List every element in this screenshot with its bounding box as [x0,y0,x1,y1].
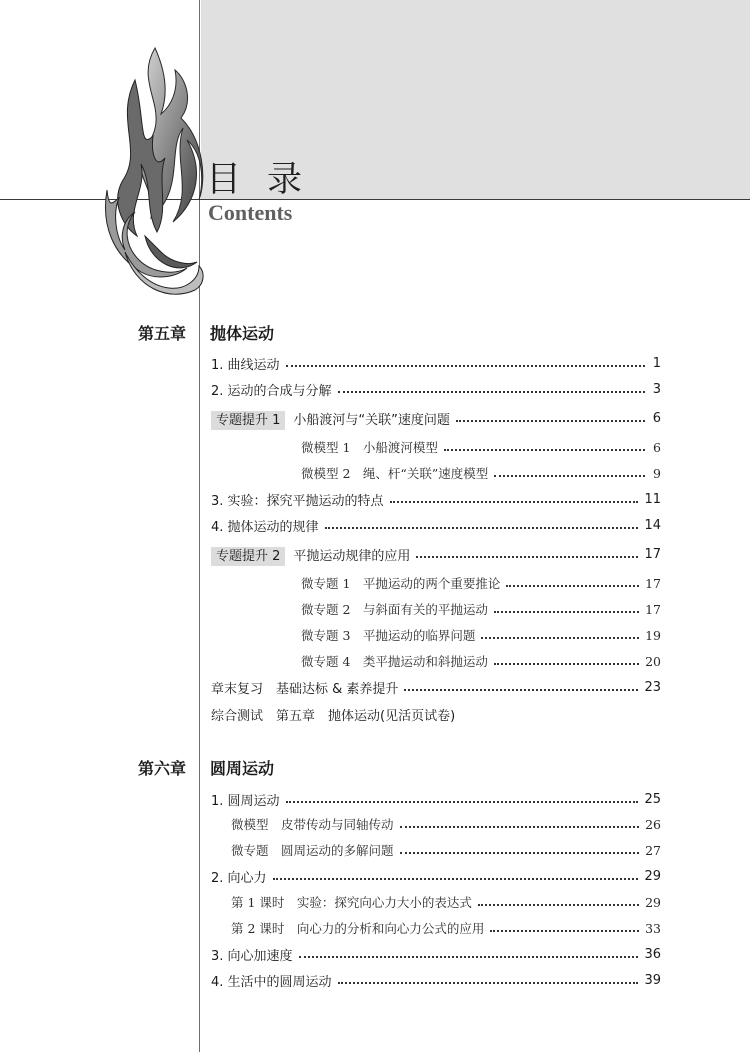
toc-page-number: 23 [644,679,661,695]
toc-entry-text: 3. 实验：探究平抛运动的特点 [211,493,384,509]
leader-dots [286,801,639,803]
toc-subentry[interactable] [301,463,661,483]
chapter-label: 第五章 [138,324,187,343]
leader-dots [338,391,645,393]
toc-entry-text: 1. 曲线运动 [211,357,280,373]
toc-subentry[interactable] [301,437,661,457]
leader-dots [494,611,639,613]
leader-dots [400,826,640,828]
toc-entry[interactable] [211,970,661,990]
toc-page-number: 20 [645,653,661,669]
toc-page-number: 29 [644,868,661,884]
leader-dots [481,637,639,639]
toc-entry[interactable] [211,353,661,373]
toc-page-number: 17 [645,575,661,591]
leader-dots [404,689,638,691]
leader-dots [325,527,639,529]
toc-subentry[interactable] [301,573,661,593]
toc-entry-text: 微专题 2 与斜面有关的平抛运动 [301,602,488,617]
leader-dots [338,982,639,984]
toc-entry-text: 1. 圆周运动 [211,793,280,809]
toc-subentry[interactable] [301,625,661,645]
toc-page-number: 36 [644,946,661,962]
toc-entry-text: 平抛运动规律的应用 [293,548,411,564]
toc-entry[interactable] [211,489,661,509]
leader-dots [456,420,645,422]
toc-entry-text: 第 1 课时 实验：探究向心力大小的表达式 [231,895,472,910]
toc-entry[interactable] [211,379,661,399]
leader-dots [416,556,638,558]
leader-dots [400,852,640,854]
toc-page-number: 14 [644,517,661,533]
toc-page-number: 26 [645,816,661,832]
toc-entry[interactable] [211,866,661,886]
leader-dots [273,878,639,880]
toc-entry-text: 4. 生活中的圆周运动 [211,974,332,990]
toc-entry-text: 微专题 4 类平抛运动和斜抛运动 [301,654,488,669]
toc-entry-topic[interactable] [211,408,661,428]
toc-entry-text: 小船渡河与“关联”速度问题 [293,412,450,428]
leader-dots [490,930,639,932]
leader-dots [286,365,645,367]
toc-entry-topic[interactable] [211,544,661,564]
toc-subentry[interactable] [301,651,661,671]
toc-page-number: 6 [652,410,661,426]
toc-entry-text: 微专题 圆周运动的多解问题 [231,843,394,858]
toc-entry[interactable] [211,704,661,724]
toc-entry-text: 2. 运动的合成与分解 [211,383,332,399]
leader-dots [390,501,639,503]
toc-page-number: 27 [645,842,661,858]
page-subtitle: Contents [208,200,293,225]
leader-dots [478,904,639,906]
toc-entry[interactable] [211,789,661,809]
toc-entry-text: 章末复习 基础达标 & 素养提升 [211,681,399,697]
toc-entry[interactable] [211,515,661,535]
toc-page-number: 39 [644,972,661,988]
leader-dots [299,956,639,958]
toc-page-number: 17 [645,601,661,617]
toc-subentry[interactable] [231,814,661,834]
flame-logo-icon [95,40,205,310]
toc-subentry[interactable] [231,840,661,860]
page-title: 目录 [206,160,329,200]
leader-dots [494,663,639,665]
toc-entry[interactable] [211,944,661,964]
toc-entry-text: 微模型 2 绳、杆“关联”速度模型 [301,466,489,481]
toc-page-number: 17 [644,546,661,562]
toc-page-number: 9 [653,465,661,481]
toc-subentry[interactable] [301,599,661,619]
leader-dots [506,585,639,587]
toc-entry-text: 综合测试 第五章 抛体运动(见活页试卷) [211,708,456,724]
toc-entry-text: 2. 向心力 [211,870,267,886]
chapter-title: 圆周运动 [210,759,275,778]
toc-page-number: 19 [645,627,661,643]
chapter-label: 第六章 [138,759,187,778]
toc-page-number: 3 [652,381,661,397]
toc-entry-text: 微专题 1 平抛运动的两个重要推论 [301,576,501,591]
toc-subentry[interactable] [231,892,661,912]
toc-entry-text: 微模型 皮带传动与同轴传动 [231,817,394,832]
topic-tag: 专题提升 1 [211,411,285,430]
toc-subentry[interactable] [231,918,661,938]
toc-page-number: 29 [645,894,661,910]
leader-dots [444,449,645,451]
toc-entry-text: 4. 抛体运动的规律 [211,519,319,535]
toc-entry-text: 微专题 3 平抛运动的临界问题 [301,628,476,643]
toc-entry[interactable] [211,677,661,697]
toc-page-number: 6 [653,439,661,455]
toc-entry-text: 3. 向心加速度 [211,948,293,964]
toc-page-number: 11 [644,491,661,507]
toc-page-number: 25 [644,791,661,807]
toc-entry-text: 第 2 课时 向心力的分析和向心力公式的应用 [231,921,485,936]
chapter-title: 抛体运动 [210,324,275,343]
topic-tag: 专题提升 2 [211,547,285,566]
toc-page-number: 33 [645,920,661,936]
toc-entry-text: 微模型 1 小船渡河模型 [301,440,438,455]
toc-page-number: 1 [652,355,661,371]
leader-dots [494,475,645,477]
